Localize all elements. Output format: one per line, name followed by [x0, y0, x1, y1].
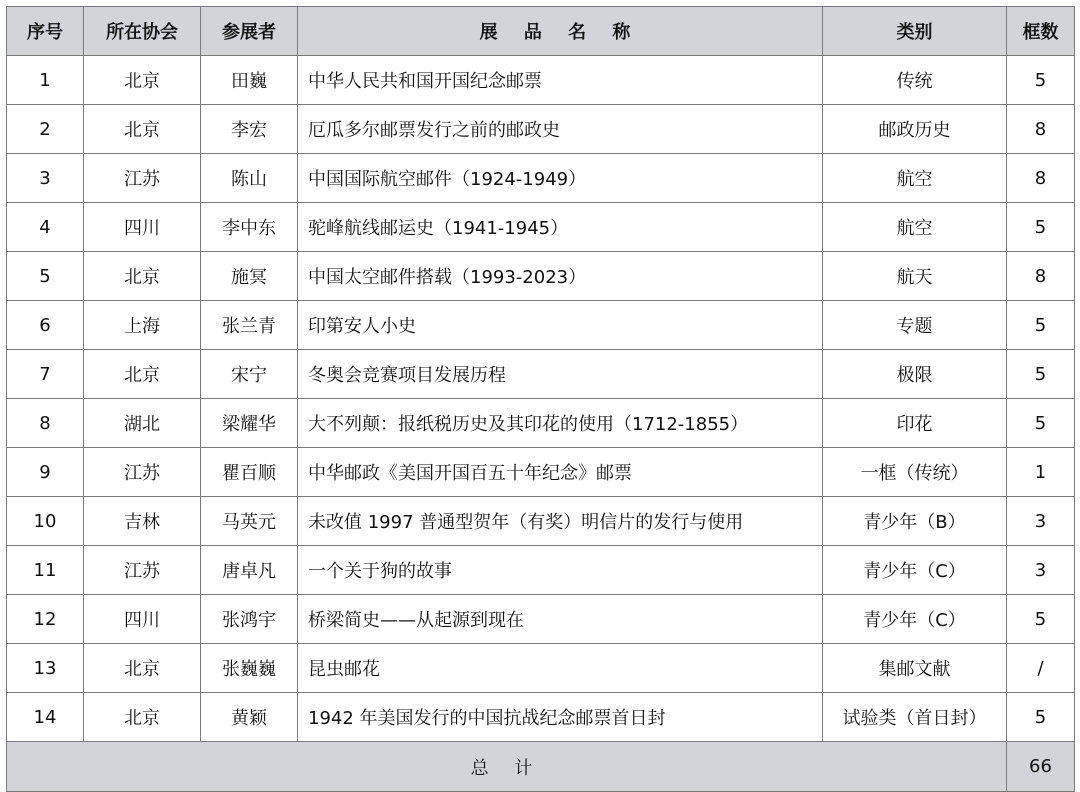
exhibit-table: [6, 6, 1075, 792]
cell-index: 13: [7, 644, 84, 693]
cell-category: 航空: [823, 203, 1007, 252]
header-association: 所在协会: [84, 7, 201, 56]
cell-exhibit-name: 中华邮政《美国开国百五十年纪念》邮票: [298, 448, 823, 497]
cell-category: 航空: [823, 154, 1007, 203]
cell-index: 10: [7, 497, 84, 546]
cell-frames: 1: [1007, 448, 1075, 497]
cell-frames: 8: [1007, 252, 1075, 301]
cell-index: 1: [7, 56, 84, 105]
cell-index: 7: [7, 350, 84, 399]
cell-frames: 5: [1007, 203, 1075, 252]
table-row: [7, 154, 1075, 203]
total-row: [7, 742, 1075, 792]
cell-exhibitor: 张鸿宇: [201, 595, 298, 644]
cell-association: 上海: [84, 301, 201, 350]
cell-association: 北京: [84, 693, 201, 742]
cell-frames: 3: [1007, 546, 1075, 595]
table-row: [7, 497, 1075, 546]
cell-exhibitor: 施冥: [201, 252, 298, 301]
cell-frames: 5: [1007, 301, 1075, 350]
table-row: [7, 105, 1075, 154]
cell-exhibitor: 马英元: [201, 497, 298, 546]
cell-association: 北京: [84, 56, 201, 105]
cell-exhibit-name: 厄瓜多尔邮票发行之前的邮政史: [298, 105, 823, 154]
header-frames: 框数: [1007, 7, 1075, 56]
cell-association: 四川: [84, 203, 201, 252]
cell-exhibitor: 李宏: [201, 105, 298, 154]
table-row: [7, 693, 1075, 742]
cell-category: 青少年（B）: [823, 497, 1007, 546]
table-row: [7, 301, 1075, 350]
cell-association: 北京: [84, 105, 201, 154]
cell-association: 四川: [84, 595, 201, 644]
cell-category: 极限: [823, 350, 1007, 399]
cell-frames: 8: [1007, 154, 1075, 203]
cell-index: 3: [7, 154, 84, 203]
cell-index: 12: [7, 595, 84, 644]
header-row: [7, 7, 1075, 56]
cell-frames: 3: [1007, 497, 1075, 546]
header-category: 类别: [823, 7, 1007, 56]
table-row: [7, 350, 1075, 399]
cell-exhibit-name: 中国国际航空邮件（1924-1949）: [298, 154, 823, 203]
table-row: [7, 252, 1075, 301]
cell-exhibit-name: 中国太空邮件搭载（1993-2023）: [298, 252, 823, 301]
cell-category: 航天: [823, 252, 1007, 301]
cell-index: 6: [7, 301, 84, 350]
cell-frames: 5: [1007, 56, 1075, 105]
cell-exhibitor: 陈山: [201, 154, 298, 203]
cell-exhibit-name: 大不列颠：报纸税历史及其印花的使用（1712-1855）: [298, 399, 823, 448]
cell-category: 邮政历史: [823, 105, 1007, 154]
cell-index: 4: [7, 203, 84, 252]
cell-exhibitor: 张兰青: [201, 301, 298, 350]
table-footer: [7, 742, 1075, 792]
cell-category: 青少年（C）: [823, 595, 1007, 644]
cell-category: 印花: [823, 399, 1007, 448]
cell-frames: 8: [1007, 105, 1075, 154]
cell-index: 8: [7, 399, 84, 448]
cell-category: 一框（传统）: [823, 448, 1007, 497]
cell-exhibitor: 梁耀华: [201, 399, 298, 448]
cell-frames: 5: [1007, 399, 1075, 448]
cell-exhibit-name: 中华人民共和国开国纪念邮票: [298, 56, 823, 105]
cell-exhibit-name: 印第安人小史: [298, 301, 823, 350]
cell-exhibitor: 瞿百顺: [201, 448, 298, 497]
cell-association: 江苏: [84, 546, 201, 595]
cell-association: 北京: [84, 350, 201, 399]
table-row: [7, 399, 1075, 448]
cell-exhibit-name: 驼峰航线邮运史（1941-1945）: [298, 203, 823, 252]
cell-exhibitor: 张巍巍: [201, 644, 298, 693]
table-row: [7, 203, 1075, 252]
cell-index: 9: [7, 448, 84, 497]
cell-category: 传统: [823, 56, 1007, 105]
cell-exhibitor: 黄颖: [201, 693, 298, 742]
cell-association: 江苏: [84, 154, 201, 203]
cell-category: 专题: [823, 301, 1007, 350]
table-body: [7, 56, 1075, 742]
cell-exhibit-name: 桥梁简史——从起源到现在: [298, 595, 823, 644]
cell-exhibitor: 唐卓凡: [201, 546, 298, 595]
cell-exhibitor: 宋宁: [201, 350, 298, 399]
cell-exhibit-name: 昆虫邮花: [298, 644, 823, 693]
cell-frames: /: [1007, 644, 1075, 693]
table-header: [7, 7, 1075, 56]
table-row: [7, 546, 1075, 595]
cell-exhibit-name: 冬奥会竞赛项目发展历程: [298, 350, 823, 399]
table-row: [7, 595, 1075, 644]
cell-association: 北京: [84, 644, 201, 693]
cell-association: 湖北: [84, 399, 201, 448]
cell-exhibit-name: 一个关于狗的故事: [298, 546, 823, 595]
cell-frames: 5: [1007, 350, 1075, 399]
total-label: 总 计: [7, 742, 1007, 792]
cell-exhibit-name: 未改值 1997 普通型贺年（有奖）明信片的发行与使用: [298, 497, 823, 546]
cell-exhibitor: 田巍: [201, 56, 298, 105]
cell-category: 试验类（首日封）: [823, 693, 1007, 742]
total-frames: 66: [1007, 742, 1075, 792]
cell-category: 集邮文献: [823, 644, 1007, 693]
cell-association: 江苏: [84, 448, 201, 497]
header-exhibit-name: 展 品 名 称: [298, 7, 823, 56]
cell-frames: 5: [1007, 595, 1075, 644]
cell-index: 14: [7, 693, 84, 742]
cell-index: 11: [7, 546, 84, 595]
cell-category: 青少年（C）: [823, 546, 1007, 595]
cell-index: 5: [7, 252, 84, 301]
cell-exhibitor: 李中东: [201, 203, 298, 252]
table-row: [7, 448, 1075, 497]
cell-index: 2: [7, 105, 84, 154]
cell-association: 北京: [84, 252, 201, 301]
cell-exhibit-name: 1942 年美国发行的中国抗战纪念邮票首日封: [298, 693, 823, 742]
table-row: [7, 56, 1075, 105]
header-index: 序号: [7, 7, 84, 56]
table-row: [7, 644, 1075, 693]
cell-frames: 5: [1007, 693, 1075, 742]
cell-association: 吉林: [84, 497, 201, 546]
header-exhibitor: 参展者: [201, 7, 298, 56]
